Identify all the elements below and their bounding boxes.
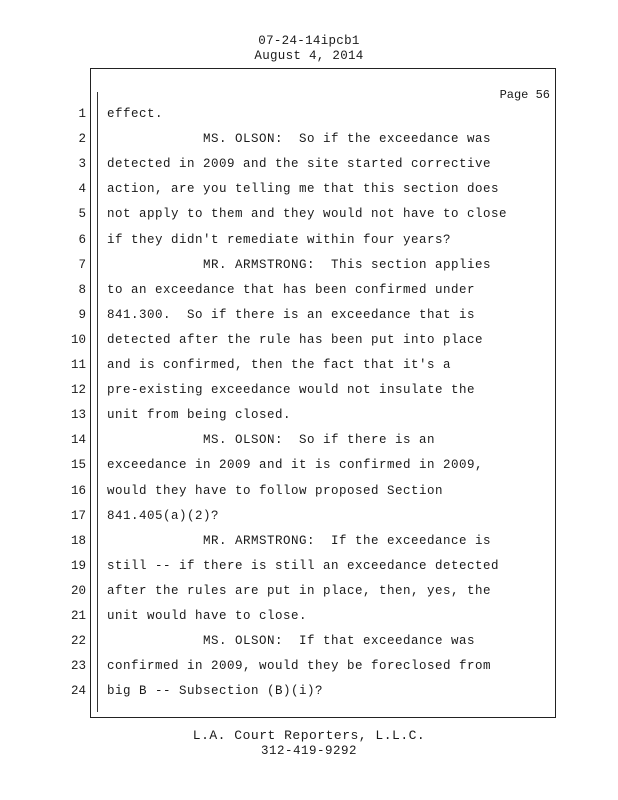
- line-number: 24: [70, 684, 86, 699]
- transcript-line: 841.300. So if there is an exceedance that is: [107, 307, 476, 322]
- transcript-line: to an exceedance that has been confirmed under: [107, 282, 476, 297]
- line-number: 20: [70, 583, 86, 598]
- transcript-line: detected in 2009 and the site started corrective: [107, 157, 492, 172]
- line-number: 22: [70, 634, 86, 649]
- line-number: 10: [70, 332, 86, 347]
- line-number: 18: [70, 533, 86, 548]
- transcript-line: 841.405(a)(2)?: [107, 508, 220, 523]
- line-number: 14: [70, 433, 86, 448]
- transcript-line: MS. OLSON: So if there is an: [107, 433, 436, 448]
- line-number: 6: [78, 232, 86, 247]
- line-number: 12: [70, 383, 86, 398]
- transcript-line: still -- if there is still an exceedance detected: [107, 558, 500, 573]
- transcript-line: unit would have to close.: [107, 609, 308, 623]
- line-number: 2: [78, 132, 86, 147]
- reporter-company: L.A. Court Reporters, L.L.C.: [192, 728, 426, 743]
- margin-rule: [97, 92, 98, 712]
- line-number: 5: [78, 207, 86, 222]
- transcript-line: would they have to follow proposed Section: [107, 483, 444, 498]
- line-number: 19: [70, 558, 86, 573]
- line-number: 17: [70, 508, 86, 523]
- transcript-line: MR. ARMSTRONG: If the exceedance is: [107, 533, 492, 548]
- transcript-line: MS. OLSON: If that exceedance was: [107, 634, 476, 649]
- reporter-phone: 312-419-9292: [260, 744, 357, 758]
- line-number: 4: [78, 182, 86, 197]
- transcript-line: big B -- Subsection (B)(i)?: [107, 684, 324, 699]
- transcript-line: unit from being closed.: [107, 408, 292, 423]
- line-number: 23: [70, 659, 86, 674]
- line-number: 7: [78, 257, 86, 272]
- transcript-line: exceedance in 2009 and it is confirmed in 2009,: [107, 458, 484, 473]
- document-date: August 4, 2014: [254, 49, 364, 63]
- transcript-line: pre-existing exceedance would not insulate the: [107, 383, 476, 398]
- line-number: 21: [70, 609, 86, 623]
- document-id: 07-24-14ipcb1: [258, 34, 360, 48]
- transcript-line: detected after the rule has been put into place: [107, 332, 484, 347]
- line-number: 16: [70, 483, 86, 498]
- transcript-line: MR. ARMSTRONG: This section applies: [107, 257, 492, 272]
- line-number: 11: [70, 358, 86, 372]
- transcript-line: effect.: [107, 107, 164, 121]
- line-number: 8: [78, 282, 86, 297]
- transcript-line: if they didn't remediate within four years?: [107, 232, 452, 247]
- line-number: 1: [78, 107, 86, 121]
- line-number: 15: [70, 458, 86, 473]
- transcript-line: after the rules are put in place, then, yes, the: [107, 583, 492, 598]
- transcript-line: MS. OLSON: So if the exceedance was: [107, 132, 492, 147]
- transcript-line: action, are you telling me that this section does: [107, 182, 500, 197]
- transcript-line: confirmed in 2009, would they be foreclosed from: [107, 659, 492, 674]
- transcript-line: and is confirmed, then the fact that it's a: [107, 358, 452, 372]
- page-number: Page 56: [499, 88, 550, 102]
- transcript-line: not apply to them and they would not have to close: [107, 207, 508, 222]
- line-number: 13: [70, 408, 86, 423]
- line-number: 3: [78, 157, 86, 172]
- line-number: 9: [78, 307, 86, 322]
